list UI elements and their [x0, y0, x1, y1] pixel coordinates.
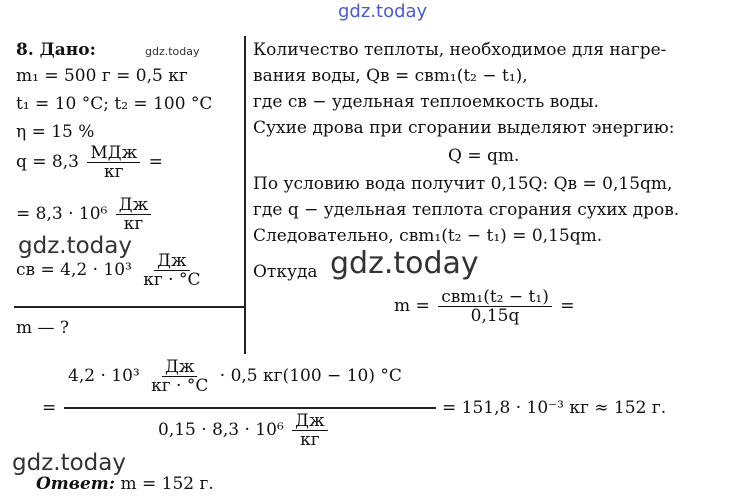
calc-num-a: 4,2 · 10³: [68, 366, 140, 386]
given-q2-fraction: [116, 196, 151, 233]
watermark-left: gdz.today: [18, 233, 132, 259]
given-q2-unit-num: Дж: [116, 196, 151, 215]
solution-line-5: Q = qm.: [448, 146, 520, 166]
calc-den-fraction: [292, 412, 327, 449]
solution-line-1: Количество теплоты, необходимое для нагре-: [253, 40, 667, 60]
given-q-prefix: q = 8,3: [16, 152, 79, 172]
watermark-bottom: gdz.today: [12, 450, 126, 476]
calc-num-b: · 0,5 кг(100 − 10) °C: [219, 366, 402, 386]
given-q-unit-num: МДж: [87, 144, 140, 163]
given-temperatures: t₁ = 10 °C; t₂ = 100 °C: [16, 94, 213, 114]
solution-line-3: где cв − удельная теплоемкость воды.: [253, 92, 599, 112]
watermark-middle: gdz.today: [330, 246, 479, 281]
given-c-unit-den: кг · °C: [143, 270, 201, 290]
given-q-fraction: [87, 144, 140, 181]
calc-den-frac-num: Дж: [292, 412, 327, 431]
calc-num-frac-den: кг · °C: [151, 376, 209, 396]
mass-formula-num: cвm₁(t₂ − t₁): [438, 288, 552, 307]
calc-result: = 151,8 · 10⁻³ кг ≈ 152 г.: [442, 398, 667, 418]
calc-num-fraction: [148, 358, 211, 395]
calc-fraction-bar: [64, 407, 436, 409]
given-divider: [14, 306, 246, 308]
calc-eq-sign: =: [42, 398, 57, 418]
answer-line: [36, 474, 214, 494]
watermark-small: gdz.today: [145, 45, 200, 58]
solution-line-8: Следовательно, cвm₁(t₂ − t₁) = 0,15qm.: [253, 226, 603, 246]
given-q-line: [16, 144, 163, 181]
answer-value: m = 152 г.: [120, 474, 214, 494]
calc-den-frac-den: кг: [300, 430, 320, 450]
calc-den-a: 0,15 · 8,3 · 10⁶: [158, 420, 284, 440]
given-c-unit-num: Дж: [154, 252, 189, 271]
given-c-line: [16, 252, 207, 289]
calc-num-frac-num: Дж: [162, 358, 197, 377]
given-c-fraction: [140, 252, 203, 289]
given-q2-line: [16, 196, 154, 233]
solution-line-6: По условию вода получит 0,15Q: Qв = 0,15qm,: [253, 174, 673, 194]
given-efficiency: η = 15 %: [16, 122, 95, 142]
answer-label: Ответ:: [36, 474, 116, 494]
given-c-prefix: cв = 4,2 · 10³: [16, 260, 132, 280]
calc-denominator: [158, 412, 331, 449]
given-q2-unit-den: кг: [123, 214, 144, 234]
find-line: m — ?: [16, 318, 70, 338]
mass-formula-eq: =: [560, 296, 575, 316]
given-mass: m₁ = 500 г = 0,5 кг: [16, 66, 188, 86]
given-q-unit-den: кг: [104, 162, 124, 182]
given-q2-prefix: = 8,3 · 10⁶: [16, 204, 108, 224]
solution-line-4: Сухие дрова при сгорании выделяют энергию:: [253, 118, 675, 138]
solution-line-2: вания воды, Qв = cвm₁(t₂ − t₁),: [253, 66, 528, 86]
solution-line-9: Откуда: [253, 262, 318, 282]
solution-line-7: где q − удельная теплота сгорания сухих дров.: [253, 200, 680, 220]
calc-numerator: [68, 358, 402, 395]
watermark-top: gdz.today: [338, 1, 428, 22]
problem-number-heading: 8. Дано:: [16, 40, 96, 60]
mass-formula-lhs: m =: [394, 296, 430, 316]
mass-formula-den: 0,15q: [470, 306, 520, 326]
given-q-eq: =: [148, 152, 163, 172]
mass-formula: [394, 288, 574, 325]
mass-formula-fraction: [438, 288, 552, 325]
